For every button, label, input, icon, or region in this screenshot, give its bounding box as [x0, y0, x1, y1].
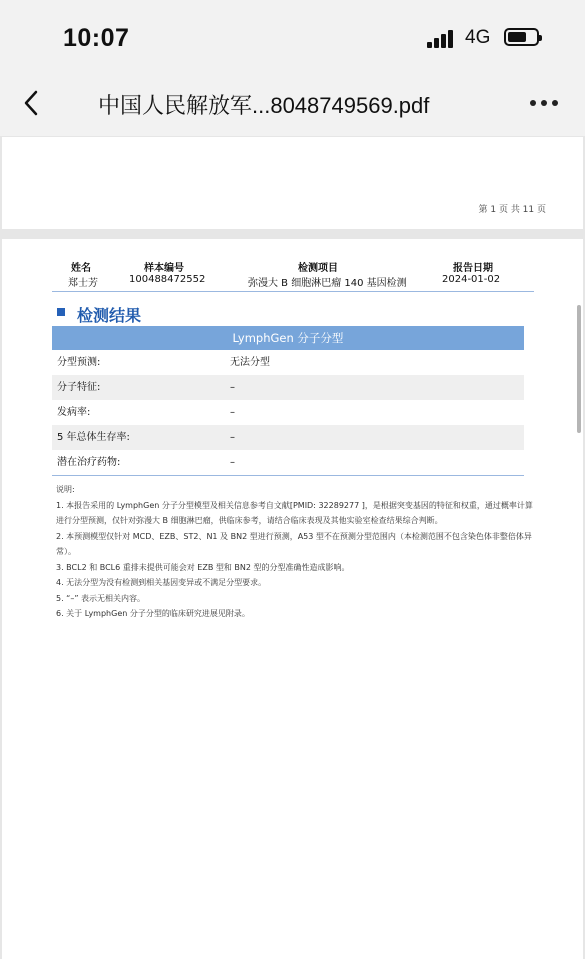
header-label-report-date: 报告日期: [453, 263, 493, 274]
row-value: –: [230, 457, 235, 468]
document-title: 中国人民解放军...8048749569.pdf: [98, 93, 430, 118]
header-label-test-item: 检测项目: [298, 263, 338, 274]
test-item: 弥漫大 B 细胞淋巴瘤 140 基因检测: [248, 278, 407, 289]
result-table: [52, 326, 524, 476]
notes-title: 说明:: [56, 485, 75, 494]
row-value: 无法分型: [230, 357, 270, 368]
page-number: 第 1 页 共 11 页: [478, 205, 546, 215]
table-row: [52, 375, 524, 400]
note-line: 常）。: [56, 547, 76, 556]
report-date: 2024-01-02: [442, 274, 501, 285]
note-line: 6. 关于 LymphGen 分子分型的临床研究进展见附录。: [56, 609, 250, 618]
row-label: 发病率:: [57, 407, 91, 418]
note-line: 3. BCL2 和 BCL6 重排未提供可能会对 EZB 型和 BN2 型的分型准确性造成影响。: [56, 562, 350, 572]
more-button[interactable]: [530, 100, 560, 108]
table-row: [52, 400, 524, 425]
network-type: 4G: [465, 27, 491, 48]
row-label: 分型预测:: [57, 357, 101, 368]
table-row: [52, 450, 524, 475]
row-value: –: [230, 407, 235, 418]
row-value: –: [230, 432, 235, 443]
pdf-page-2: [2, 239, 583, 959]
section-title: 检测结果: [77, 306, 142, 325]
nav-bar: [0, 72, 585, 136]
header-label-sample-id: 样本编号: [144, 263, 184, 274]
note-line: 4. 无法分型为没有检测到相关基因变异或不满足分型要求。: [56, 578, 267, 587]
table-title: LymphGen 分子分型: [52, 326, 524, 350]
sample-id: 100488472552: [129, 274, 206, 285]
patient-name: 郑士芳: [68, 278, 98, 289]
row-label: 潜在治疗药物:: [57, 457, 121, 468]
row-label: 分子特征:: [57, 382, 101, 393]
note-line: 2. 本预测模型仅针对 MCD、EZB、ST2、N1 及 BN2 型进行预测，A53 型不在预测分型范围内（本检测范围不包含染色体非整倍体异: [56, 531, 532, 541]
header-label-name: 姓名: [71, 263, 91, 274]
status-bar: [0, 0, 585, 72]
note-line: 5. “–” 表示无相关内容。: [56, 593, 146, 603]
divider: [52, 475, 524, 476]
battery-icon: [504, 28, 539, 46]
back-button[interactable]: [20, 88, 46, 118]
chevron-left-icon: [20, 88, 46, 118]
square-bullet-icon: [57, 308, 65, 316]
notes-section: [56, 482, 534, 622]
signal-icon: [427, 30, 457, 48]
divider: [52, 291, 534, 292]
table-row: [52, 350, 524, 375]
row-label: 5 年总体生存率:: [57, 432, 130, 443]
note-line: 1. 本报告采用的 LymphGen 分子分型模型及相关信息参考自文献[PMID: 32289277 ]，是根据突变基因的特征和权重，通过概率计算: [56, 500, 533, 510]
status-time: 10:07: [63, 24, 130, 52]
note-line: 进行分型预测，仅针对弥漫大 B 细胞淋巴瘤，供临床参考，请结合临床表现及其他实验室检查结果综合判断。: [56, 516, 443, 525]
pdf-page-1: [2, 137, 583, 229]
scrollbar[interactable]: [577, 305, 581, 433]
table-row: [52, 425, 524, 450]
row-value: –: [230, 382, 235, 393]
